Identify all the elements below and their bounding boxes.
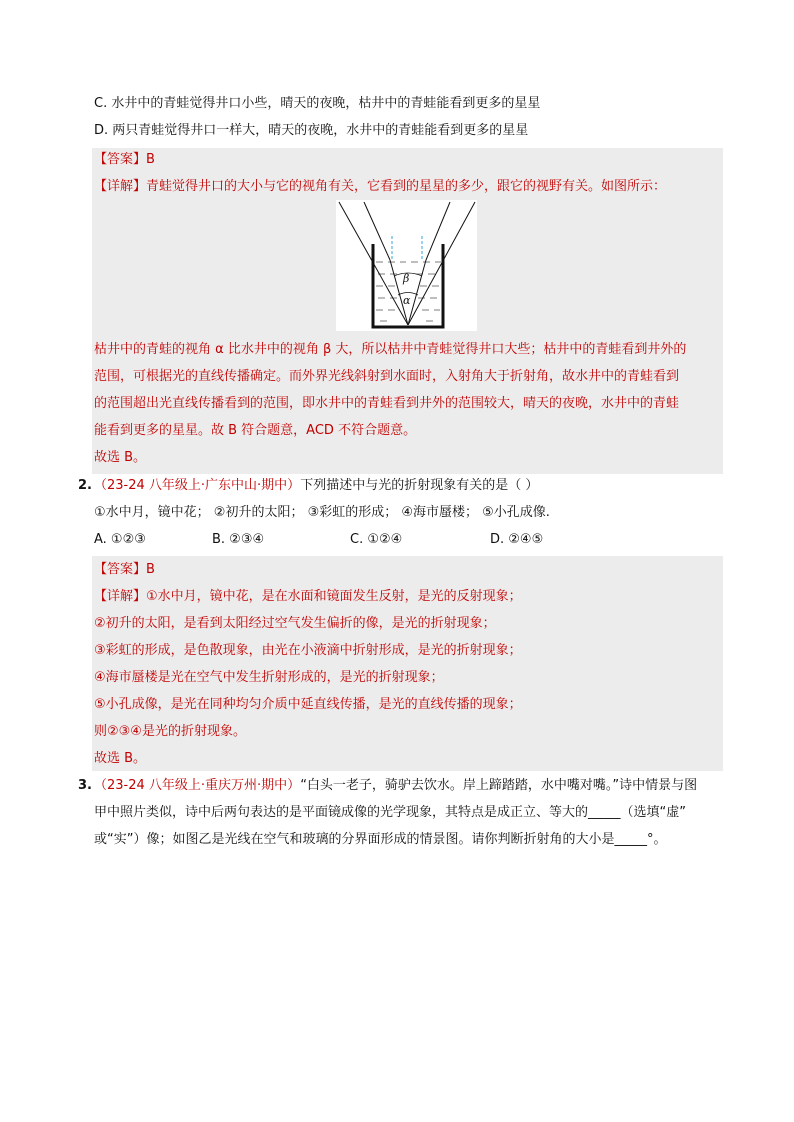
q2-detail-line: ④海市蜃楼是光在空气中发生折射形成的，是光的折射现象； xyxy=(94,670,444,685)
q1-explanation-line: 范围，可根据光的直线传播确定。而外界光线斜射到水面时，入射角大于折射角，故水井中的青蛙看到 xyxy=(94,369,680,384)
answer-tag: 【答案】 xyxy=(94,152,147,167)
q3-line-3: 或“实”）像；如图乙是光线在空气和玻璃的分界面形成的情景图。请你判断折射角的大小是_____°。 xyxy=(94,832,667,847)
q2-detail-line: 则②③④是光的折射现象。 xyxy=(94,724,246,739)
q2-option-b: B. ②③④ xyxy=(212,532,265,547)
q2-answer xyxy=(94,561,155,579)
q2-stem-text: 下列描述中与光的折射现象有关的是（ ） xyxy=(300,478,539,493)
q1-explanation-line: 枯井中的青蛙的视角 α 比水井中的视角 β 大，所以枯井中青蛙觉得井口大些；枯井中的青蛙看到井外的 xyxy=(94,342,687,357)
detail-tag: 【详解】 xyxy=(94,179,147,194)
q1-explanation-line: 能看到更多的星星。故 B 符合题意，ACD 不符合题意。 xyxy=(94,423,417,438)
q3-line-1 xyxy=(94,777,697,795)
option-d: D. 两只青蛙觉得井口一样大，晴天的夜晚，水井中的青蛙能看到更多的星星 xyxy=(94,123,529,138)
q2-option-c: C. ①②④ xyxy=(350,532,403,547)
q2-conclusion: 故选 B。 xyxy=(94,751,147,766)
detail-tag: 【详解】 xyxy=(94,589,147,604)
detail-intro-text: 青蛙觉得井口的大小与它的视角有关，它看到的星星的多少，跟它的视野有关。如图所示： xyxy=(146,179,667,194)
answer-value: B xyxy=(146,152,155,167)
answer-value: B xyxy=(146,562,155,577)
q2-items: ①水中月，镜中花； ②初升的太阳； ③彩虹的形成； ④海市蜃楼； ⑤小孔成像. xyxy=(94,505,550,520)
detail-line: ①水中月，镜中花，是在水面和镜面发生反射，是光的反射现象； xyxy=(146,589,522,604)
answer-tag: 【答案】 xyxy=(94,562,147,577)
q2-detail-first xyxy=(94,588,522,606)
q2-detail-line: ⑤小孔成像，是光在同种均匀介质中延直线传播，是光的直线传播的现象； xyxy=(94,697,522,712)
beta-label: β xyxy=(403,272,410,285)
alpha-label: α xyxy=(403,294,411,307)
q3-number: 3. xyxy=(78,778,92,793)
q1-explanation-line: 的范围超出光直线传播看到的范围，即水井中的青蛙看到井外的范围较大，晴天的夜晚，水井中的青蛙 xyxy=(94,396,680,411)
q3-line-2: 甲中照片类似，诗中后两句表达的是平面镜成像的光学现象，其特点是成正立、等大的_____（选填“虚” xyxy=(94,805,686,820)
q3-text: “白头一老子，骑驴去饮水。岸上蹄踏踏，水中嘴对嘴。”诗中情景与图 xyxy=(300,778,698,793)
q2-detail-line: ③彩虹的形成，是色散现象，由光在小液滴中折射形成，是光的折射现象； xyxy=(94,643,522,658)
q2-option-d: D. ②④⑤ xyxy=(490,532,544,547)
q1-conclusion: 故选 B。 xyxy=(94,450,147,465)
q1-detail-intro xyxy=(94,178,666,196)
q2-number: 2. xyxy=(78,478,92,493)
q2-detail-line: ②初升的太阳，是看到太阳经过空气发生偏折的像，是光的折射现象； xyxy=(94,616,496,631)
option-c: C. 水井中的青蛙觉得井口小些，晴天的夜晚，枯井中的青蛙能看到更多的星星 xyxy=(94,96,541,111)
q2-stem xyxy=(94,477,538,495)
well-diagram xyxy=(336,200,477,331)
q1-answer xyxy=(94,151,155,169)
q2-options xyxy=(94,531,543,549)
q3-source: （23-24 八年级上·重庆万州·期中） xyxy=(94,778,301,793)
q2-source: （23-24 八年级上·广东中山·期中） xyxy=(94,478,301,493)
well-figure xyxy=(336,200,477,331)
q2-option-a: A. ①②③ xyxy=(94,532,146,547)
